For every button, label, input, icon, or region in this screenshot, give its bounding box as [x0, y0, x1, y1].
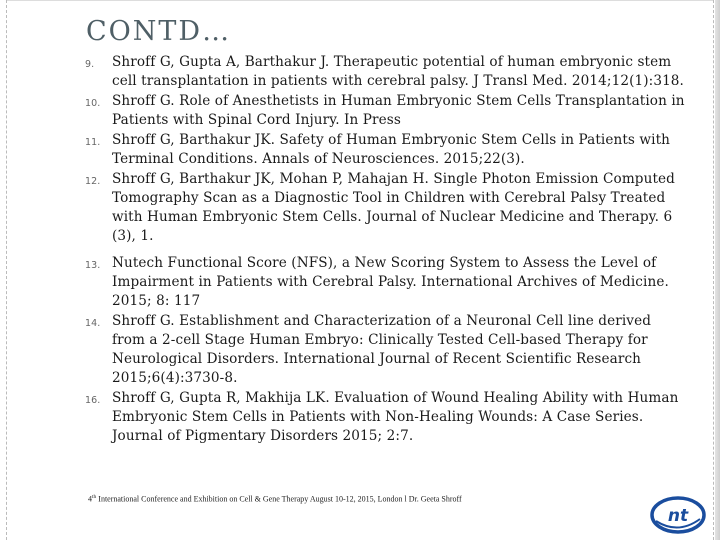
footer-text: International Conference and Exhibition on Cell & Gene Therapy August 10-12, 2015, London l Dr. Geeta Shroff: [96, 494, 462, 504]
slide-frame-left: [6, 0, 7, 540]
reference-text: Nutech Functional Score (NFS), a New Scoring System to Assess the Level of Impairment in Patients with Cerebral Palsy. International Archives of Medicine. 2015; 8: 117: [112, 255, 669, 309]
slide-frame-top: [6, 0, 714, 1]
reference-list: [85, 53, 685, 446]
reference-item: [85, 92, 685, 130]
reference-text: Shroff G. Role of Anesthetists in Human Embryonic Stem Cells Transplantation in Patients with Spinal Cord Injury. In Press: [112, 93, 685, 128]
nutech-logo-graphic: [650, 495, 706, 535]
reference-number: 14.: [85, 318, 101, 329]
reference-number: 11.: [85, 137, 101, 148]
reference-number: 16.: [85, 395, 101, 406]
slide-footer: [88, 494, 462, 504]
reference-item: [85, 254, 685, 311]
reference-text: Shroff G, Gupta A, Barthakur J. Therapeutic potential of human embryonic stem cell transplantation in patients with cerebral palsy. J Transl Med. 2014;12(1):318.: [112, 54, 684, 89]
footer-ordinal: 4: [88, 494, 92, 504]
reference-item: [85, 131, 685, 169]
reference-item: [85, 312, 685, 388]
reference-number: 13.: [85, 260, 101, 271]
reference-number: 12.: [85, 176, 101, 187]
reference-text: Shroff G. Establishment and Characterization of a Neuronal Cell line derived from a 2-cell Stage Human Embryo: Clinically Tested Cell-based Therapy for Neurological Disorders. International Journal of Recent Scientific Research 2015;6(4):3730-8.: [112, 313, 652, 386]
reference-text: Shroff G, Gupta R, Makhija LK. Evaluation of Wound Healing Ability with Human Embryonic Stem Cells in Patients with Non-Healing Wounds: A Case Series. Journal of Pigmentary Disorders 2015; 2:7.: [112, 390, 679, 444]
reference-number: 9.: [85, 59, 95, 70]
reference-text: Shroff G, Barthakur JK. Safety of Human Embryonic Stem Cells in Patients with Terminal Conditions. Annals of Neurosciences. 2015;22(3).: [112, 132, 671, 167]
slide-edge-shadow: [715, 0, 720, 540]
nutech-logo-icon: [650, 495, 706, 535]
reference-item: [85, 170, 685, 246]
reference-item: [85, 53, 685, 91]
reference-number: 10.: [85, 98, 101, 109]
reference-text: Shroff G, Barthakur JK, Mohan P, Mahajan H. Single Photon Emission Computed Tomography Scan as a Diagnostic Tool in Children with Cerebral Palsy Treated with Human Embryonic Stem Cells. Journal of Nuclear Medicine and Therapy. 6 (3), 1.: [112, 171, 675, 244]
logo-text: nt: [667, 506, 689, 526]
slide-title: CONTD…: [86, 16, 232, 47]
footer-ordinal-suffix: th: [92, 494, 97, 500]
reference-item: [85, 389, 685, 446]
slide-frame-right: [713, 0, 714, 540]
